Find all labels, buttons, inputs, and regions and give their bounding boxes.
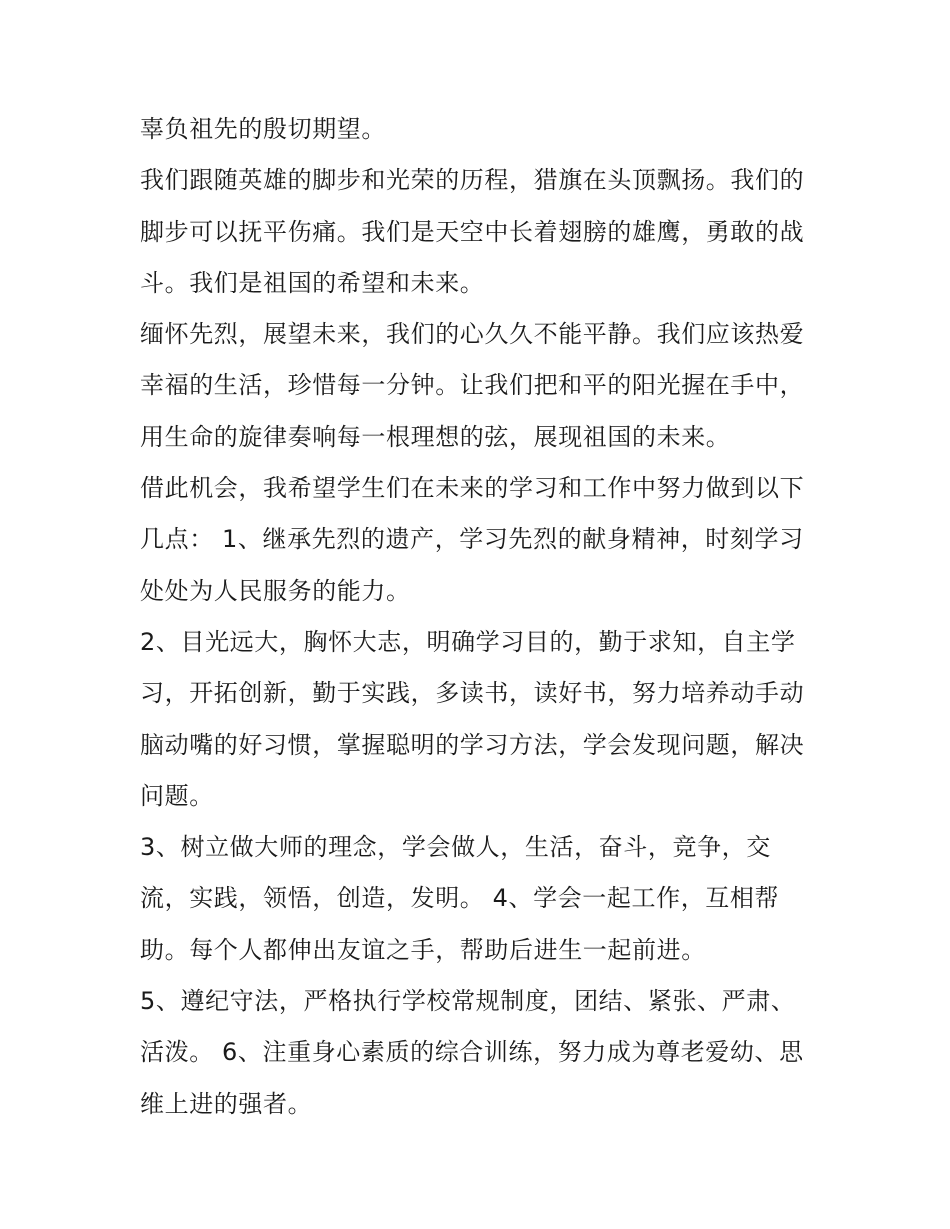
paragraph bbox=[140, 309, 830, 463]
text-line: 助。每个人都伸出友谊之手，帮助后进生一起前进。 bbox=[140, 935, 706, 964]
text-line: 3、树立做大师的理念，学会做人，生活，奋斗，竞争，交 bbox=[140, 833, 771, 862]
text-line: 我们跟随英雄的脚步和光荣的历程，猎旗在头顶飘扬。我们的 bbox=[140, 166, 805, 195]
paragraph bbox=[140, 155, 830, 309]
paragraph bbox=[140, 822, 830, 976]
text-line: 借此机会，我希望学生们在未来的学习和工作中努力做到以下 bbox=[140, 474, 805, 503]
text-line: 几点： 1、继承先烈的遗产，学习先烈的献身精神，时刻学习 bbox=[140, 525, 804, 554]
text-line: 维上进的强者。 bbox=[140, 1089, 313, 1118]
text-line: 问题。 bbox=[140, 781, 214, 810]
paragraph bbox=[140, 976, 830, 1130]
text-line: 幸福的生活，珍惜每一分钟。让我们把和平的阳光握在手中， bbox=[140, 371, 805, 400]
text-line: 活泼。 6、注重身心素质的综合训练，努力成为尊老爱幼、思 bbox=[140, 1038, 804, 1067]
text-line: 斗。我们是祖国的希望和未来。 bbox=[140, 268, 485, 297]
text-line: 2、目光远大，胸怀大志，明确学习目的，勤于求知，自主学 bbox=[140, 627, 796, 656]
text-line: 脚步可以抚平伤痛。我们是天空中长着翅膀的雄鹰，勇敢的战 bbox=[140, 217, 805, 246]
document-body bbox=[140, 104, 830, 1130]
text-line: 处处为人民服务的能力。 bbox=[140, 576, 411, 605]
text-line: 5、遵纪守法，严格执行学校常规制度，团结、紧张、严肃、 bbox=[140, 987, 796, 1016]
paragraph bbox=[140, 104, 830, 155]
paragraph bbox=[140, 463, 830, 617]
text-line: 流，实践，领悟，创造，发明。 4、学会一起工作，互相帮 bbox=[140, 884, 780, 913]
text-line: 用生命的旋律奏响每一根理想的弦，展现祖国的未来。 bbox=[140, 422, 731, 451]
text-line: 辜负祖先的殷切期望。 bbox=[140, 115, 386, 143]
text-line: 脑动嘴的好习惯，掌握聪明的学习方法，学会发现问题，解决 bbox=[140, 730, 805, 759]
text-line: 缅怀先烈，展望未来，我们的心久久不能平静。我们应该热爱 bbox=[140, 320, 805, 349]
text-line: 习，开拓创新，勤于实践，多读书，读好书，努力培养动手动 bbox=[140, 679, 805, 708]
paragraph bbox=[140, 617, 830, 822]
